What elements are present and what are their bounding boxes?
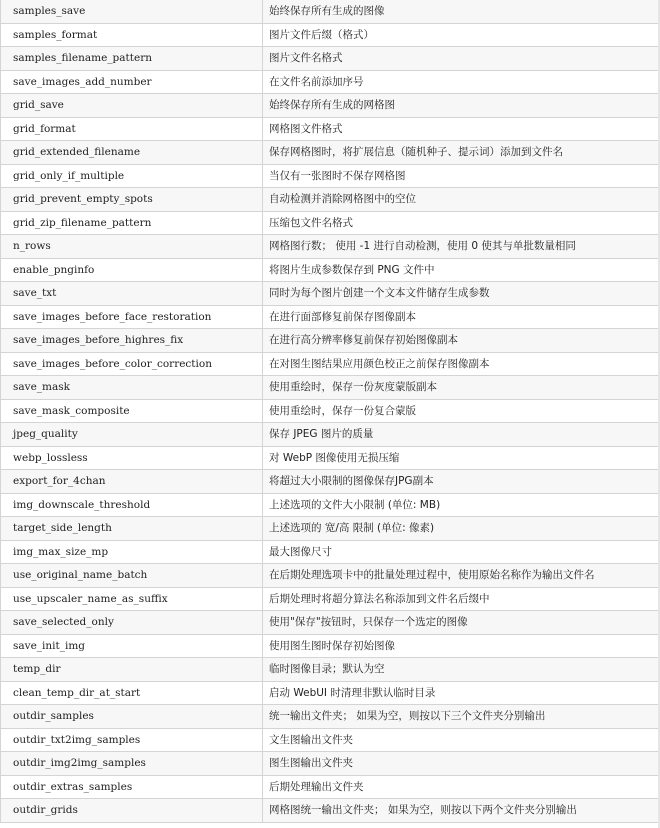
setting-description: 在进行面部修复前保存图像副本 — [263, 305, 659, 329]
table-row — [1, 564, 659, 588]
setting-description: 网格图行数； 使用 -1 进行自动检测，使用 0 使其与单批数量相同 — [263, 235, 659, 259]
setting-key: save_mask — [1, 376, 263, 400]
setting-key: target_side_length — [1, 517, 263, 541]
setting-key: use_upscaler_name_as_suffix — [1, 587, 263, 611]
setting-description: 图生图输出文件夹 — [263, 752, 659, 776]
setting-key: grid_format — [1, 117, 263, 141]
setting-key: img_downscale_threshold — [1, 493, 263, 517]
setting-description: 在文件名前添加序号 — [263, 70, 659, 94]
setting-key: save_images_before_color_correction — [1, 352, 263, 376]
table-row — [1, 799, 659, 823]
setting-key: samples_format — [1, 23, 263, 47]
setting-key: save_images_before_highres_fix — [1, 329, 263, 353]
setting-key: outdir_img2img_samples — [1, 752, 263, 776]
setting-key: clean_temp_dir_at_start — [1, 681, 263, 705]
setting-description: 后期处理输出文件夹 — [263, 775, 659, 799]
setting-description: 使用重绘时，保存一份灰度蒙版副本 — [263, 376, 659, 400]
setting-description: 始终保存所有生成的网格图 — [263, 94, 659, 118]
setting-key: outdir_extras_samples — [1, 775, 263, 799]
setting-description: 保存网格图时，将扩展信息（随机种子、提示词）添加到文件名 — [263, 141, 659, 165]
setting-key: n_rows — [1, 235, 263, 259]
setting-description: 同时为每个图片创建一个文本文件储存生成参数 — [263, 282, 659, 306]
setting-description: 在对图生图结果应用颜色校正之前保存图像副本 — [263, 352, 659, 376]
setting-key: grid_prevent_empty_spots — [1, 188, 263, 212]
setting-key: outdir_txt2img_samples — [1, 728, 263, 752]
table-row — [1, 423, 659, 447]
setting-key: save_mask_composite — [1, 399, 263, 423]
table-row — [1, 681, 659, 705]
table-row — [1, 282, 659, 306]
setting-description: 文生图输出文件夹 — [263, 728, 659, 752]
table-row — [1, 117, 659, 141]
setting-description: 压缩包文件名格式 — [263, 211, 659, 235]
setting-description: 网格图文件格式 — [263, 117, 659, 141]
table-row — [1, 47, 659, 71]
setting-key: grid_only_if_multiple — [1, 164, 263, 188]
setting-key: samples_save — [1, 0, 263, 23]
table-row — [1, 752, 659, 776]
table-row — [1, 141, 659, 165]
setting-description: 在进行高分辨率修复前保存初始图像副本 — [263, 329, 659, 353]
table-row — [1, 235, 659, 259]
setting-key: use_original_name_batch — [1, 564, 263, 588]
table-row — [1, 23, 659, 47]
table-row — [1, 94, 659, 118]
setting-description: 上述选项的文件大小限制 (单位: MB) — [263, 493, 659, 517]
setting-key: outdir_samples — [1, 705, 263, 729]
setting-description: 使用"保存"按钮时，只保存一个选定的图像 — [263, 611, 659, 635]
table-row — [1, 376, 659, 400]
table-row — [1, 446, 659, 470]
setting-key: save_txt — [1, 282, 263, 306]
table-row — [1, 658, 659, 682]
setting-key: grid_extended_filename — [1, 141, 263, 165]
table-row — [1, 258, 659, 282]
table-row — [1, 211, 659, 235]
setting-key: grid_save — [1, 94, 263, 118]
setting-key: enable_pnginfo — [1, 258, 263, 282]
settings-table-body — [1, 0, 659, 822]
setting-key: grid_zip_filename_pattern — [1, 211, 263, 235]
setting-key: temp_dir — [1, 658, 263, 682]
setting-key: save_init_img — [1, 634, 263, 658]
setting-key: save_selected_only — [1, 611, 263, 635]
table-row — [1, 188, 659, 212]
setting-description: 使用图生图时保存初始图像 — [263, 634, 659, 658]
table-row — [1, 329, 659, 353]
table-row — [1, 728, 659, 752]
table-row — [1, 305, 659, 329]
table-row — [1, 517, 659, 541]
table-row — [1, 705, 659, 729]
setting-description: 启动 WebUI 时清理非默认临时目录 — [263, 681, 659, 705]
table-row — [1, 470, 659, 494]
setting-description: 在后期处理选项卡中的批量处理过程中，使用原始名称作为输出文件名 — [263, 564, 659, 588]
table-row — [1, 352, 659, 376]
setting-key: export_for_4chan — [1, 470, 263, 494]
table-row — [1, 70, 659, 94]
setting-description: 始终保存所有生成的图像 — [263, 0, 659, 23]
setting-description: 将图片生成参数保存到 PNG 文件中 — [263, 258, 659, 282]
table-row — [1, 493, 659, 517]
setting-description: 图片文件后缀（格式） — [263, 23, 659, 47]
setting-key: img_max_size_mp — [1, 540, 263, 564]
setting-description: 最大图像尺寸 — [263, 540, 659, 564]
setting-key: outdir_grids — [1, 799, 263, 823]
setting-description: 对 WebP 图像使用无损压缩 — [263, 446, 659, 470]
setting-key: jpeg_quality — [1, 423, 263, 447]
setting-description: 自动检测并消除网格图中的空位 — [263, 188, 659, 212]
setting-key: save_images_add_number — [1, 70, 263, 94]
setting-description: 当仅有一张图时不保存网格图 — [263, 164, 659, 188]
setting-description: 将超过大小限制的图像保存JPG副本 — [263, 470, 659, 494]
setting-description: 图片文件名格式 — [263, 47, 659, 71]
setting-description: 保存 JPEG 图片的质量 — [263, 423, 659, 447]
table-row — [1, 611, 659, 635]
setting-key: save_images_before_face_restoration — [1, 305, 263, 329]
setting-description: 统一输出文件夹； 如果为空，则按以下三个文件夹分别输出 — [263, 705, 659, 729]
setting-description: 后期处理时将超分算法名称添加到文件名后缀中 — [263, 587, 659, 611]
setting-description: 上述选项的 宽/高 限制 (单位: 像素) — [263, 517, 659, 541]
setting-description: 使用重绘时，保存一份复合蒙版 — [263, 399, 659, 423]
setting-description: 临时图像目录；默认为空 — [263, 658, 659, 682]
table-row — [1, 775, 659, 799]
table-row — [1, 540, 659, 564]
setting-description: 网格图统一输出文件夹； 如果为空，则按以下两个文件夹分别输出 — [263, 799, 659, 823]
setting-key: webp_lossless — [1, 446, 263, 470]
table-row — [1, 164, 659, 188]
table-row — [1, 634, 659, 658]
setting-key: samples_filename_pattern — [1, 47, 263, 71]
table-row — [1, 399, 659, 423]
table-row — [1, 587, 659, 611]
table-row — [1, 0, 659, 23]
